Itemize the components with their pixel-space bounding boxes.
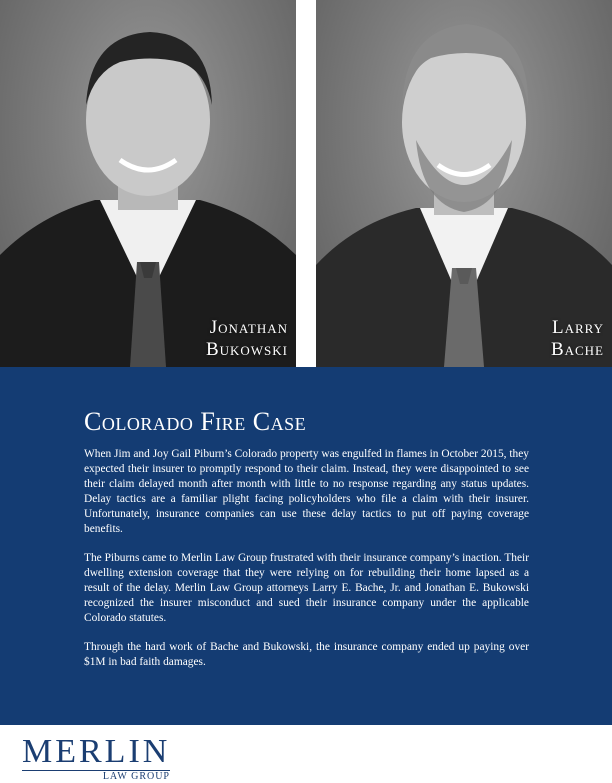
first-name: Jonathan — [209, 317, 288, 338]
case-panel — [0, 367, 612, 725]
portrait-silhouette — [0, 0, 296, 367]
case-body — [84, 447, 529, 685]
logo-subtitle: LAW GROUP — [102, 771, 170, 782]
merlin-law-group-logo — [22, 735, 172, 783]
name-caption-jonathan-bukowski — [206, 317, 288, 361]
first-name: Larry — [551, 317, 604, 338]
logo-wordmark: MERLIN — [22, 733, 171, 770]
case-paragraph: The Piburns came to Merlin Law Group frustrated with their insurance company’s inaction. Their dwelling extension coverage that they were relying on for rebuilding their home lapsed as a result of the delay. Merlin Law Group attorneys Larry E. Bache, Jr. and Jonathan E. Bukowski recognized the insurer misconduct and sued their insurance company under the applicable Colorado statutes. — [84, 552, 529, 624]
case-paragraph: Through the hard work of Bache and Bukowski, the insurance company ended up paying over $1M in bad faith damages. — [84, 641, 529, 669]
portrait-silhouette — [316, 0, 612, 367]
case-title: Colorado Fire Case — [84, 407, 307, 436]
photo-jonathan-bukowski — [0, 0, 296, 367]
name-caption-larry-bache — [551, 317, 604, 361]
case-paragraph: When Jim and Joy Gail Piburn’s Colorado property was engulfed in flames in October 2015, they expected their insurer to promptly respond to their claim. Instead, they were disappointed to see their claim delayed month after month with little to no response regarding any status updates. Delay tactics are a familiar plight facing policyholders who file a claim with their insurer. Unfortunately, insurance companies can use these delay tactics to put off paying coverage benefits. — [84, 448, 529, 535]
footer — [0, 725, 612, 782]
attorney-photos — [0, 0, 612, 367]
last-name: Bukowski — [205, 339, 288, 360]
last-name: Bache — [550, 339, 604, 360]
photo-larry-bache — [316, 0, 612, 367]
